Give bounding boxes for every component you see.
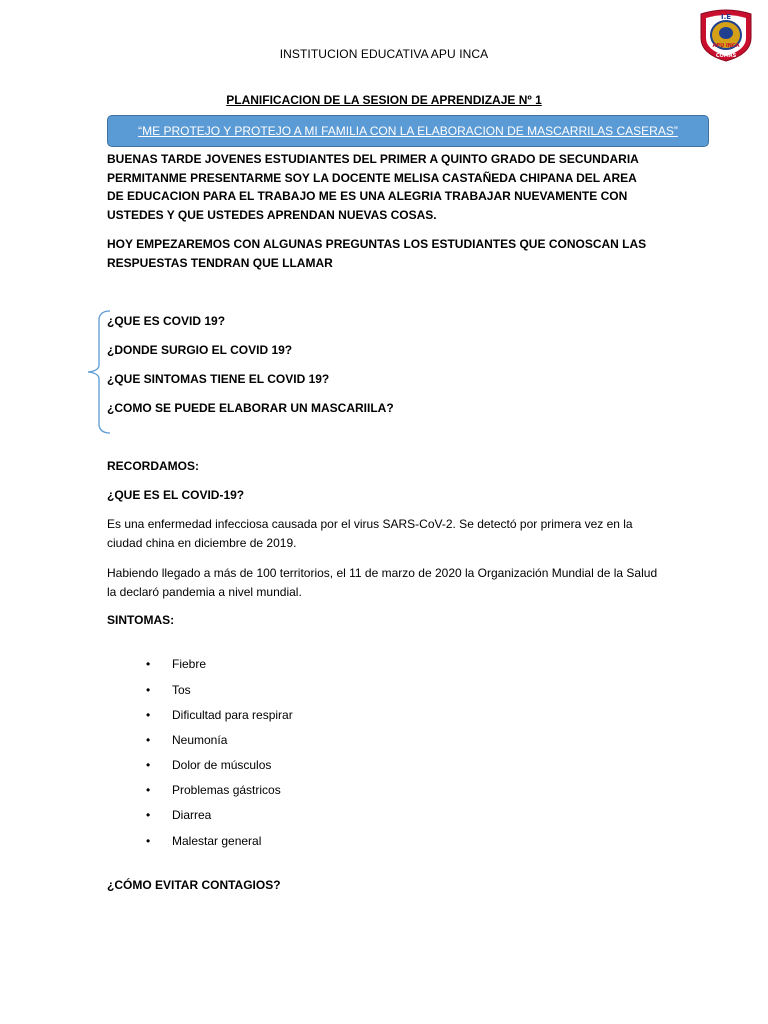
intro-paragraph: HOY EMPEZAREMOS CON ALGUNAS PREGUNTAS LOS ESTUDIANTES QUE CONOSCAN LAS RESPUESTAS TENDRAN QUE LLAMAR	[107, 237, 647, 270]
bullet-icon: •	[146, 758, 151, 772]
symptom-label: Diarrea	[172, 808, 212, 822]
question-item: ¿QUE SINTOMAS TIENE EL COVID 19?	[107, 372, 330, 386]
covid-definition: Es una enfermedad infecciosa causada por el virus SARS-CoV-2. Se detectó por primera vez en la ciudad china en diciembre de 2019.	[107, 517, 633, 550]
prevention-heading: ¿CÓMO EVITAR CONTAGIOS?	[107, 878, 281, 892]
list-item	[146, 783, 281, 797]
session-title: PLANIFICACION DE LA SESION DE APRENDIZAJE Nº 1	[226, 93, 542, 107]
bullet-icon: •	[146, 834, 151, 848]
session-banner	[107, 115, 709, 147]
logo-middle-text: APU INCA	[712, 43, 740, 49]
list-item	[146, 733, 227, 747]
symptom-label: Dificultad para respirar	[172, 708, 293, 722]
symptom-label: Fiebre	[172, 657, 207, 671]
logo-bottom-text: COMAS	[715, 53, 737, 59]
recap-question: ¿QUE ES EL COVID-19?	[107, 488, 245, 502]
school-name: INSTITUCION EDUCATIVA APU INCA	[279, 47, 489, 61]
symptom-label: Tos	[172, 683, 191, 697]
symptom-label: Malestar general	[172, 834, 262, 848]
pandemic-declaration: Habiendo llegado a más de 100 territorios, el 11 de marzo de 2020 la Organización Mundial de la Salud la declaró pandemia a nivel mundial.	[107, 566, 658, 599]
bullet-icon: •	[146, 657, 151, 671]
recap-heading: RECORDAMOS:	[107, 459, 199, 473]
list-item	[146, 657, 206, 671]
list-item	[146, 834, 261, 848]
question-item: ¿COMO SE PUEDE ELABORAR UN MASCARIILA?	[107, 401, 394, 415]
list-item	[146, 708, 293, 722]
list-item	[146, 758, 271, 772]
list-item	[146, 683, 191, 697]
logo-top-text: I.E	[720, 13, 732, 21]
bullet-icon: •	[146, 808, 151, 822]
bullet-icon: •	[146, 708, 151, 722]
bullet-icon: •	[146, 683, 151, 697]
greeting-paragraph: BUENAS TARDE JOVENES ESTUDIANTES DEL PRIMER A QUINTO GRADO DE SECUNDARIA PERMITANME PRESENTARME SOY LA DOCENTE MELISA CASTAÑEDA CHIPANA DEL AREA DE EDUCACION PARA EL TRABAJO ME ES UNA ALEGRIA TRABAJAR NUEVAMENTE CON USTEDES Y QUE USTEDES APRENDAN NUEVAS COSAS.	[107, 152, 639, 222]
symptom-label: Problemas gástricos	[172, 783, 281, 797]
session-banner-text: “ME PROTEJO Y PROTEJO A MI FAMILIA CON LA ELABORACION DE MASCARRILAS CASERAS”	[138, 124, 678, 138]
bullet-icon: •	[146, 733, 151, 747]
symptom-label: Neumonía	[172, 733, 228, 747]
question-item: ¿DONDE SURGIO EL COVID 19?	[107, 343, 293, 357]
bullet-icon: •	[146, 783, 151, 797]
list-item	[146, 808, 211, 822]
symptom-label: Dolor de músculos	[172, 758, 272, 772]
symptoms-heading: SINTOMAS:	[107, 613, 175, 627]
question-item: ¿QUE ES COVID 19?	[107, 314, 226, 328]
